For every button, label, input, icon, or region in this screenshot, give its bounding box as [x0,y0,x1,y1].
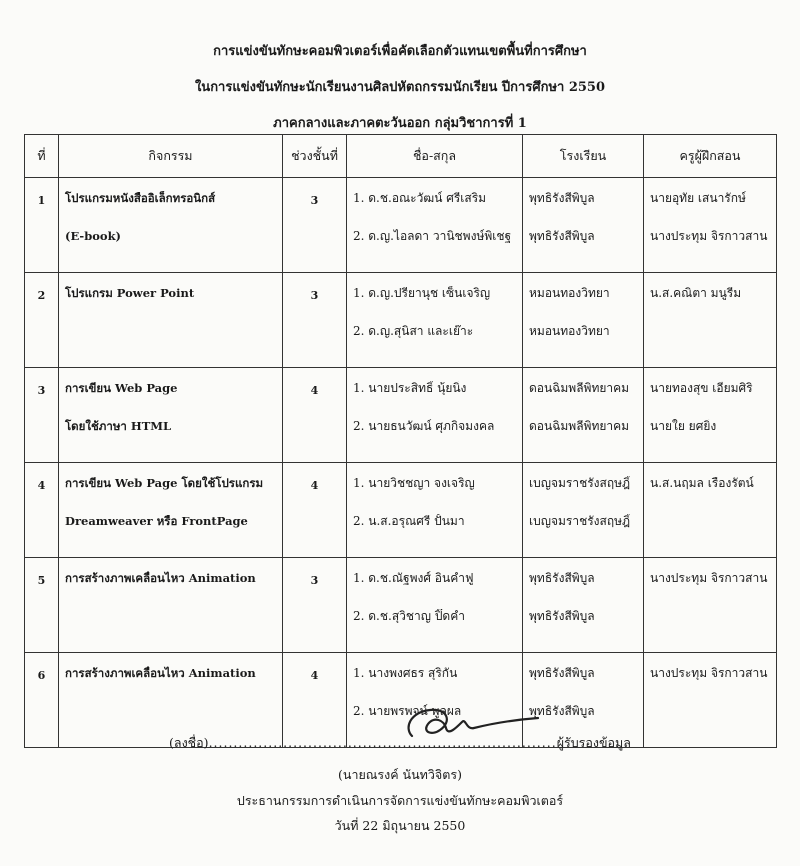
teacher-name: น.ส.คณิตา มนูรีม [650,286,742,300]
school-name: ดอนฉิมพลีพิทยาคม [529,381,630,395]
document-title-line-2: ในการแข่งขันทักษะนักเรียนงานศิลปหัตถกรรมนักเรียน ปีการศึกษา 2550 [194,80,606,95]
school-name: หมอนทองวิทยา [529,286,610,300]
school-name: หมอนทองวิทยา [529,324,610,338]
teacher-name [645,324,775,338]
school-cell [523,273,644,368]
teacher-cell [644,558,777,653]
school-name: พุทธิรังสีพิบูล [529,704,595,718]
header-activity: กิจกรรม [59,135,283,178]
row-number: 3 [25,368,59,463]
activity-line [60,324,281,338]
student-name: 2. ด.ช.สุวิชาญ ปิ๊ดคำ [353,609,465,623]
teacher-name: นายอุทัย เสนารักษ์ [650,191,746,205]
level-cell: 4 [283,463,347,558]
student-name: 1. ด.ช.ณัฐพงศ์ อินคำฟู [353,571,474,585]
activity-line: โปรแกรม Power Point [65,286,195,300]
activity-line [60,704,281,718]
activity-cell [59,463,283,558]
school-name: พุทธิรังสีพิบูล [529,609,595,623]
activity-line: Dreamweaver หรือ FrontPage [65,514,248,528]
row-number: 1 [25,178,59,273]
school-cell [523,178,644,273]
activity-cell [59,178,283,273]
activity-cell [59,558,283,653]
names-cell [347,368,523,463]
activity-cell [59,368,283,463]
level-cell: 3 [283,273,347,368]
document-title-line-3: ภาคกลางและภาคตะวันออก กลุ่มวิชาการที่ 1 [273,116,527,131]
student-name: 2. ด.ญ.สุนิสา และเย๊าะ [353,324,474,338]
level-cell: 3 [283,178,347,273]
teacher-name [645,514,775,528]
school-name: พุทธิรังสีพิบูล [529,666,595,680]
school-cell [523,368,644,463]
student-name: 1. นายประสิทธิ์ นุ้ยนิ่ง [353,381,467,395]
student-name: 1. นายวิชชญา จงเจริญ [353,476,475,490]
school-name: พุทธิรังสีพิบูล [529,571,595,585]
school-cell [523,463,644,558]
sign-dots: ...................................................................... [208,735,557,750]
teacher-name: นางประทุม จิรกาวสาน [650,229,768,243]
activity-line [60,609,281,623]
document-title-line-1: การแข่งขันทักษะคอมพิวเตอร์เพื่อคัดเลือกตัวแทนเขตพื้นที่การศึกษา [213,44,587,59]
teacher-name: นางประทุม จิรกาวสาน [650,571,768,585]
activity-line: การสร้างภาพเคลื่อนไหว Animation [65,666,256,680]
teacher-cell [644,178,777,273]
teacher-cell [644,368,777,463]
teacher-cell [644,273,777,368]
school-name: เบญจมราชรังสฤษฎิ์ [529,514,631,528]
teacher-cell [644,463,777,558]
activity-line: (E-book) [65,229,121,243]
teacher-name: นางประทุม จิรกาวสาน [650,666,768,680]
student-name: 2. นายพรพจน์ พูลผล [353,704,462,718]
table-row [25,178,777,273]
header-teacher: ครูผู้ฝึกสอน [644,135,777,178]
signer-name: (นายณรงค์ นันทวิจิตร) [338,767,462,782]
activity-line: การสร้างภาพเคลื่อนไหว Animation [65,571,256,585]
header-level: ช่วงชั้นที่ [283,135,347,178]
activity-cell [59,273,283,368]
document-date: วันที่ 22 มิถุนายน 2550 [334,818,466,833]
table-header-row [25,135,777,178]
student-name: 1. ด.ญ.ปรียานุช เซ็นเจริญ [353,286,491,300]
student-name: 2. น.ส.อรุณศรี ปั้นมา [353,514,465,528]
activity-line: การเขียน Web Page [65,381,178,395]
row-number: 6 [25,653,59,748]
row-number: 4 [25,463,59,558]
activity-line: การเขียน Web Page โดยใช้โปรแกรม [65,476,264,490]
results-table [24,134,777,748]
student-name: 2. ด.ญ.ไอลดา วานิชพงษ์พิเชฐ [353,229,512,243]
school-name: เบญจมราชรังสฤษฎิ์ [529,476,631,490]
names-cell [347,558,523,653]
teacher-name: นายใย ยศยิ่ง [650,419,717,433]
table-row [25,368,777,463]
teacher-name [645,704,775,718]
names-cell [347,178,523,273]
school-name: พุทธิรังสีพิบูล [529,229,595,243]
student-name: 1. นางพงศธร สุริกัน [353,666,458,680]
level-cell: 4 [283,653,347,748]
header-name: ชื่อ-สกุล [347,135,523,178]
sign-prefix: (ลงชื่อ) [169,735,209,750]
school-name: พุทธิรังสีพิบูล [529,191,595,205]
names-cell [347,273,523,368]
student-name: 2. นายธนวัฒน์ ศุภกิจมงคล [353,419,495,433]
row-number: 5 [25,558,59,653]
teacher-name: น.ส.นฤมล เรืองรัตน์ [650,476,754,490]
level-cell: 3 [283,558,347,653]
school-cell [523,558,644,653]
activity-line: โปรแกรมหนังสืออิเล็กทรอนิกส์ [65,191,216,205]
signature-line [0,733,800,753]
sign-suffix: ผู้รับรองข้อมูล [556,735,631,750]
teacher-name [645,609,775,623]
header-school: โรงเรียน [523,135,644,178]
table-row [25,558,777,653]
signer-position: ประธานกรรมการดำเนินการจัดการแข่งขันทักษะคอมพิวเตอร์ [236,793,564,808]
level-cell: 4 [283,368,347,463]
school-name: ดอนฉิมพลีพิทยาคม [529,419,630,433]
table-row [25,463,777,558]
activity-line: โดยใช้ภาษา HTML [65,419,172,433]
table-row [25,273,777,368]
teacher-name: นายทองสุข เอี่ยมศิริ [650,381,753,395]
names-cell [347,463,523,558]
row-number: 2 [25,273,59,368]
header-no: ที่ [25,135,59,178]
student-name: 1. ด.ช.อณะวัฒน์ ศรีเสริม [353,191,487,205]
